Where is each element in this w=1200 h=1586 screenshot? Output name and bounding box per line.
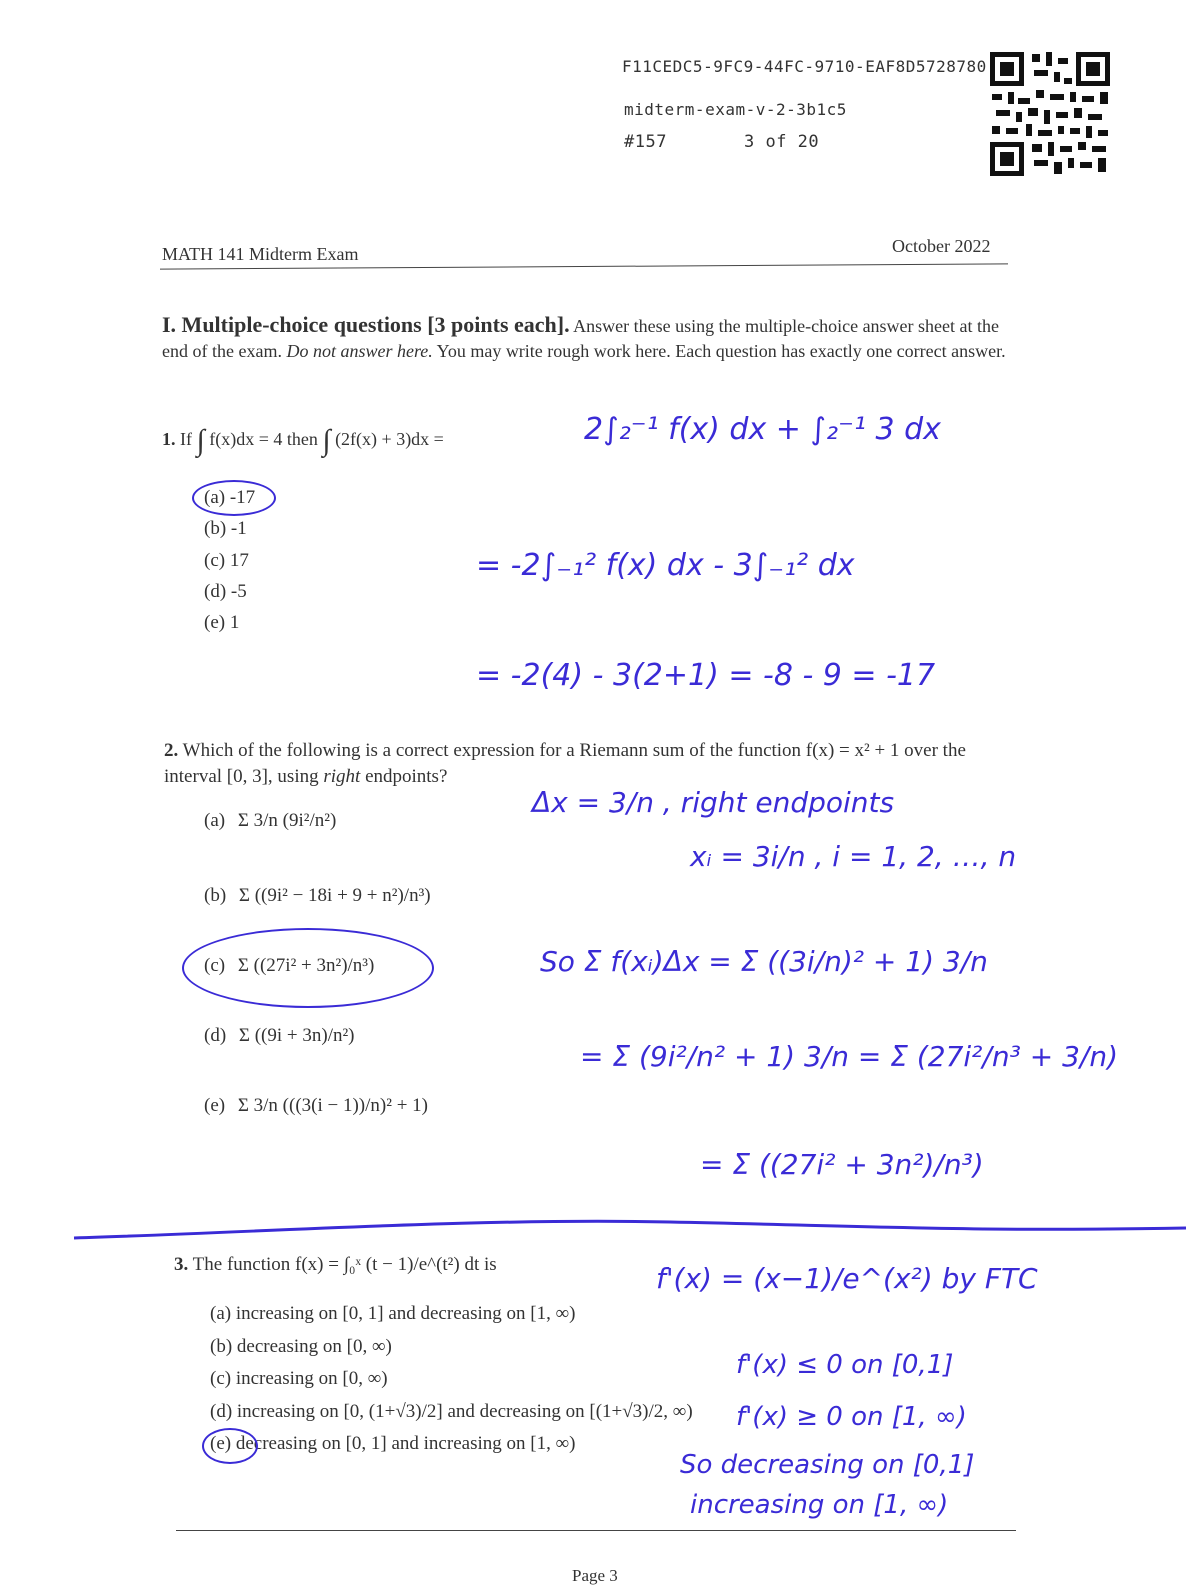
q3-option-b: (b) decreasing on [0, ∞) — [210, 1336, 392, 1357]
q3-option-c: (c) increasing on [0, ∞) — [210, 1368, 388, 1389]
q1-if: If — [180, 429, 192, 450]
q1-work-line-3: = -2(4) - 3(2+1) = -8 - 9 = -17 — [476, 658, 936, 693]
q2-option-b-label: (b) — [204, 885, 227, 906]
q1-text-a: f(x)dx = 4 then — [209, 429, 318, 450]
q2-answer-circle — [182, 928, 434, 1008]
exam-uuid: F11CEDC5-9FC9-44FC-9710-EAF8D5728780 — [622, 57, 987, 76]
q1-option-d: (d) -5 — [204, 581, 247, 602]
instructions-italic: Do not answer here. — [286, 341, 433, 361]
q2-option-a — [204, 810, 336, 832]
q2-option-a-label: (a) — [204, 810, 226, 831]
q1-work-line-2: = -2∫₋₁² f(x) dx - 3∫₋₁² dx — [476, 548, 855, 583]
q3-option-d: (d) increasing on [0, (1+√3)/2] and decreasing on [(1+√3)/2, ∞) — [210, 1401, 693, 1422]
q2-option-b — [204, 885, 431, 907]
exam-id: midterm-exam-v-2-3b1c5 — [624, 100, 847, 119]
q2-statement — [164, 738, 1024, 790]
q2-option-c-label: (c) — [204, 955, 226, 976]
copy-number: #157 — [624, 132, 667, 152]
instructions-text-2: You may write rough work here. Each question has exactly one correct answer. — [436, 341, 1006, 361]
q2-work-line-2: xᵢ = 3i/n , i = 1, 2, …, n — [690, 840, 1017, 873]
section-heading: I. Multiple-choice questions [3 points each]. — [162, 312, 570, 337]
q1-option-a: (a) -17 — [204, 487, 256, 508]
q2-option-d-label: (d) — [204, 1025, 227, 1046]
q3-work-line-2: f'(x) ≤ 0 on [0,1] — [736, 1350, 954, 1380]
q2-text-italic: right — [323, 766, 361, 787]
q2-work-line-1: Δx = 3/n , right endpoints — [532, 786, 895, 819]
q1-option-e: (e) 1 — [204, 612, 240, 633]
q2-work-line-5: = Σ ((27i² + 3n²)/n³) — [700, 1148, 984, 1181]
q1-number: 1. — [162, 429, 176, 450]
q2-text: Which of the following is a correct expression for a Riemann sum of the function f(x) = x² + 1 over the interval [0, 3], using — [164, 740, 966, 787]
qr-code — [988, 50, 1114, 180]
page-count: 3 of 20 — [744, 132, 820, 152]
q2-option-a-expr: Σ 3/n (9i²/n²) — [237, 810, 337, 831]
q2-option-e-expr: Σ 3/n (((3(i − 1))/n)² + 1) — [237, 1095, 428, 1116]
q2-number: 2. — [164, 740, 179, 761]
q3-work-line-5: increasing on [1, ∞) — [690, 1490, 949, 1520]
q1-option-b: (b) -1 — [204, 518, 247, 539]
q2-option-e — [204, 1095, 428, 1117]
course-title: MATH 141 Midterm Exam — [162, 244, 359, 264]
q2-option-d-expr: Σ ((9i + 3n)/n²) — [238, 1025, 355, 1046]
q2-work-line-4: = Σ (9i²/n² + 1) 3/n = Σ (27i²/n³ + 3/n) — [580, 1040, 1118, 1073]
q1-integral-sign-1: ∫ — [196, 424, 205, 457]
q3-work-line-1: f'(x) = (x−1)/e^(x²) by FTC — [656, 1262, 1038, 1295]
exam-date: October 2022 — [892, 236, 991, 256]
q2-text-end: endpoints? — [365, 766, 448, 787]
q2-option-e-label: (e) — [204, 1095, 226, 1116]
footer-rule — [176, 1530, 1016, 1531]
q3-option-a: (a) increasing on [0, 1] and decreasing on [1, ∞) — [210, 1303, 576, 1324]
q1-work-line-1: 2∫₂⁻¹ f(x) dx + ∫₂⁻¹ 3 dx — [584, 412, 941, 447]
q2-option-d — [204, 1025, 355, 1047]
q2-work-line-3: So Σ f(xᵢ)Δx = Σ ((3i/n)² + 1) 3/n — [540, 945, 988, 978]
q1-integral-sign-2: ∫ — [322, 424, 331, 457]
q2-option-b-expr: Σ ((9i² − 18i + 9 + n²)/n³) — [238, 885, 431, 906]
q1-text-b: (2f(x) + 3)dx = — [335, 429, 444, 450]
q3-work-line-3: f'(x) ≥ 0 on [1, ∞) — [736, 1402, 967, 1432]
section-instructions — [162, 312, 1010, 364]
instructions-text-1: Answer these using the multiple-choice answer sheet at the end of the exam. — [162, 316, 1000, 361]
q1-option-c: (c) 17 — [204, 550, 249, 571]
q3-option-e: (e) decreasing on [0, 1] and increasing on [1, ∞) — [210, 1433, 576, 1454]
page-footer: Page 3 — [572, 1566, 618, 1585]
hand-drawn-separator — [70, 1210, 1190, 1250]
q1-answer-circle — [192, 480, 276, 516]
q3-number: 3. — [174, 1254, 189, 1275]
q3-answer-circle — [202, 1428, 258, 1464]
q2-option-c-expr: Σ ((27i² + 3n²)/n³) — [237, 955, 375, 976]
q3-text: The function f(x) = ∫₀ˣ (t − 1)/e^(t²) dt is — [192, 1254, 497, 1275]
q3-statement — [174, 1254, 497, 1276]
q1-statement — [162, 424, 444, 458]
q3-work-line-4: So decreasing on [0,1] — [680, 1450, 975, 1480]
